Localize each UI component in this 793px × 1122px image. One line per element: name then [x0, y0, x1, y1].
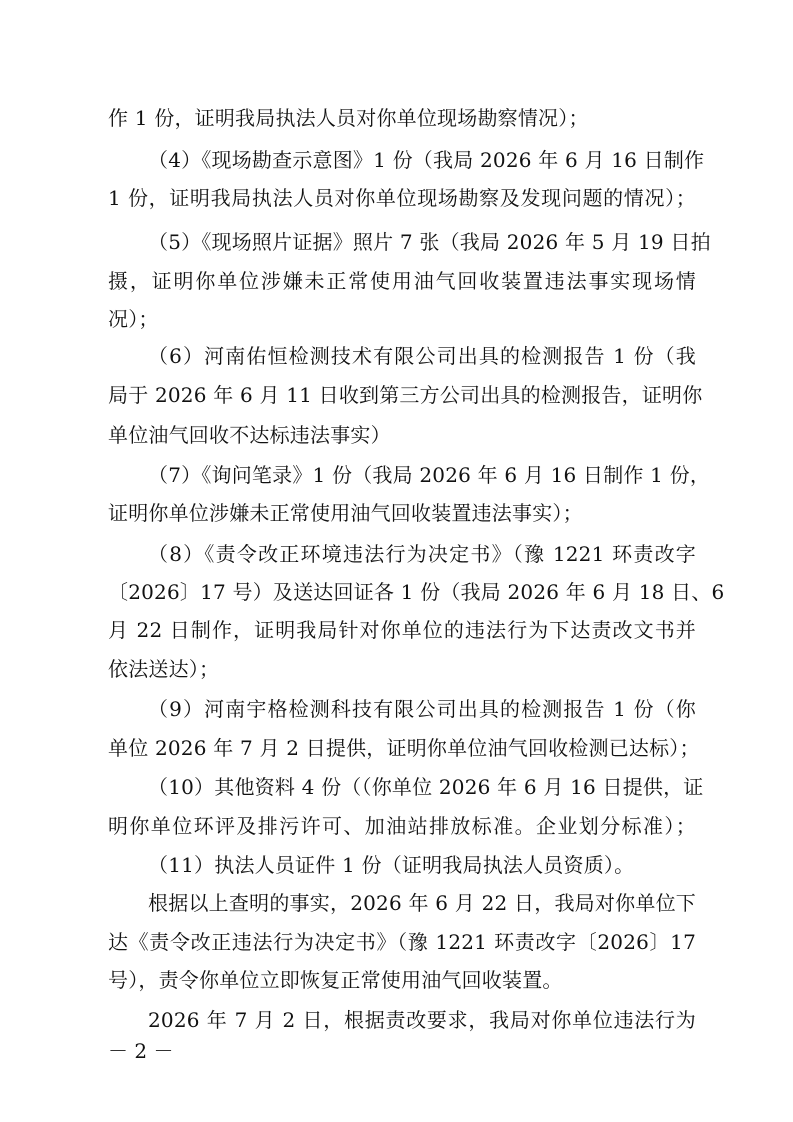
- text-line: 作 1 份，证明我局执法人员对你单位现场勘察情况）；: [108, 106, 589, 130]
- text-line: 根据以上查明的事实，2026 年 6 月 22 日，我局对你单位下: [148, 891, 696, 915]
- text-line: （7）《询问笔录》1 份（我局 2026 年 6 月 16 日制作 1 份，: [148, 463, 711, 487]
- text-line: 达《责令改正违法行为决定书》（豫 1221 环责改字〔2026〕17: [108, 930, 696, 954]
- text-line: 况）；: [108, 307, 159, 331]
- text-line: 2026 年 7 月 2 日，根据责改要求，我局对你单位违法行为: [148, 1008, 696, 1032]
- text-line: 1 份，证明我局执法人员对你单位现场勘察及发现问题的情况）；: [108, 186, 696, 210]
- text-line: 局于 2026 年 6 月 11 日收到第三方公司出具的检测报告，证明你: [108, 383, 703, 407]
- page-number: － 2 －: [108, 1039, 174, 1063]
- text-line: （6）河南佑恒检测技术有限公司出具的检测报告 1 份（我: [148, 344, 696, 368]
- text-line: 单位油气回收不达标违法事实）: [108, 423, 391, 447]
- text-line: 单位 2026 年 7 月 2 日提供，证明你单位油气回收检测已达标）；: [108, 736, 700, 760]
- text-line: 依法送达）；: [108, 657, 220, 681]
- text-line: 〔2026〕17 号）及送达回证各 1 份（我局 2026 年 6 月 18 日、6: [108, 580, 725, 604]
- text-line: 明你单位环评及排污许可、加油站排放标准。企业划分标准）；: [108, 814, 696, 838]
- text-line: （5）《现场照片证据》照片 7 张（我局 2026 年 5 月 19 日拍: [148, 230, 711, 254]
- text-line: （10）其他资料 4 份（（你单位 2026 年 6 月 16 日提供，证: [148, 775, 704, 799]
- text-line: 号），责令你单位立即恢复正常使用油气回收装置。: [108, 968, 563, 992]
- text-line: 摄，证明你单位涉嫌未正常使用油气回收装置违法事实现场情: [108, 269, 696, 293]
- text-line: 证明你单位涉嫌未正常使用油气回收装置违法事实）；: [108, 501, 583, 525]
- text-line: （11）执法人员证件 1 份（证明我局执法人员资质）。: [148, 853, 635, 877]
- text-line: （8）《责令改正环境违法行为决定书》（豫 1221 环责改字: [148, 542, 696, 566]
- text-line: （4）《现场勘查示意图》1 份（我局 2026 年 6 月 16 日制作: [148, 148, 705, 172]
- text-line: 月 22 日制作，证明我局针对你单位的违法行为下达责改文书并: [108, 618, 696, 642]
- text-line: （9）河南宇格检测科技有限公司出具的检测报告 1 份（你: [148, 697, 696, 721]
